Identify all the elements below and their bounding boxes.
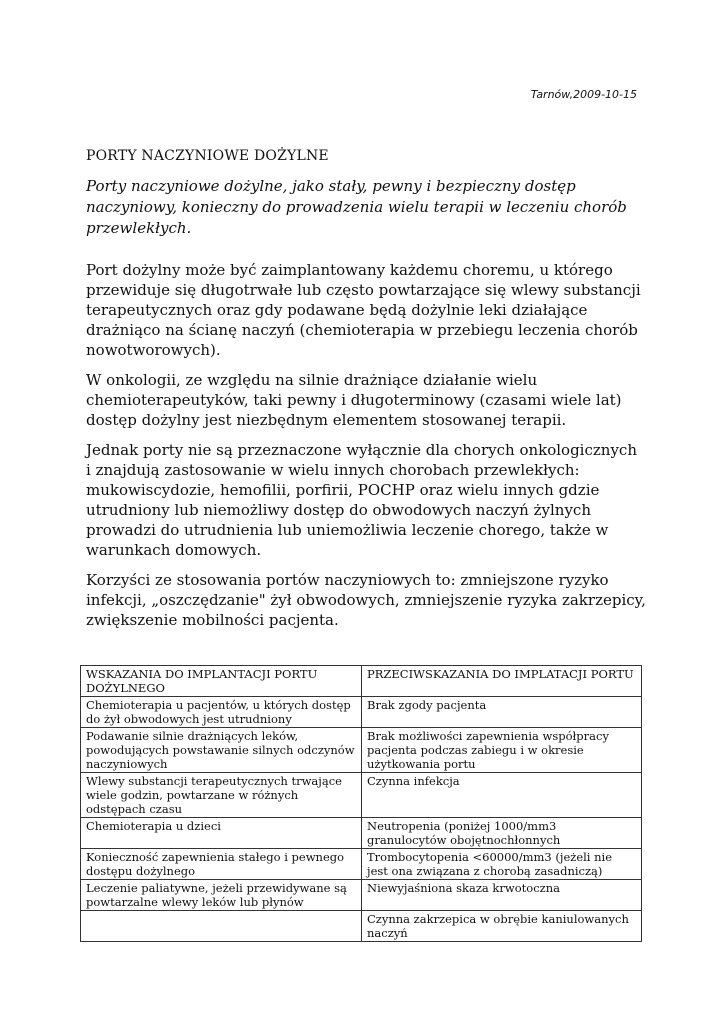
indication-cell: Leczenie paliatywne, jeżeli przewidywane są powtarzalne wlewy leków lub płynów — [81, 880, 362, 911]
document-subtitle: Porty naczyniowe dożylne, jako stały, pewny i bezpieczny dostęp naczyniowy, konieczny do prowadzenia wielu terapii w leczeniu chorób przewlekłych. — [86, 177, 627, 237]
indication-cell: Wlewy substancji terapeutycznych trwające wiele godzin, powtarzane w różnych odstępach czasu — [81, 773, 362, 818]
indication-cell: Konieczność zapewnienia stałego i pewnego dostępu dożylnego — [81, 849, 362, 880]
table-row — [81, 773, 642, 818]
indication-cell: Chemioterapia u dzieci — [81, 818, 362, 849]
contraindication-cell: Trombocytopenia <60000/mm3 (jeżeli nie jest ona związana z chorobą zasadniczą) — [362, 849, 642, 880]
contraindication-cell: Niewyjaśniona skaza krwotoczna — [362, 880, 642, 911]
indications-table — [80, 665, 642, 942]
paragraph: W onkologii, ze względu na silnie drażniące działanie wielu chemioterapeutyków, taki pewny i długoterminowy (czasami wiele lat) dostęp dożylny jest niezbędnym elementem stosowanej terapii. — [86, 371, 622, 429]
indication-cell: Podawanie silnie drażniących leków, powodujących powstawanie silnych odczynów naczyniowych — [81, 728, 362, 773]
paragraph: Port dożylny może być zaimplantowany każdemu choremu, u którego przewiduje się długotrwałe lub często powtarzające się wlewy substancji terapeutycznych oraz gdy podawane będą dożylnie leki działające drażniąco na ścianę naczyń (chemioterapia w przebiegu leczenia chorób nowotworowych). — [86, 261, 641, 359]
table-row — [81, 728, 642, 773]
document-title: PORTY NACZYNIOWE DOŻYLNE — [86, 148, 329, 164]
contraindication-cell: Brak zgody pacjenta — [362, 697, 642, 728]
table-row — [81, 911, 642, 942]
indication-cell: Chemioterapia u pacjentów, u których dostęp do żył obwodowych jest utrudniony — [81, 697, 362, 728]
table-row — [81, 697, 642, 728]
table-row — [81, 818, 642, 849]
contraindication-cell: Czynna infekcja — [362, 773, 642, 818]
contraindication-cell: Neutropenia (poniżej 1000/mm3 granulocytów obojętnochłonnych — [362, 818, 642, 849]
contraindication-cell: Czynna zakrzepica w obrębie kaniulowanych naczyń — [362, 911, 642, 942]
body-text — [86, 260, 646, 640]
header-contraindications: PRZECIWSKAZANIA DO IMPLATACJI PORTU — [362, 666, 642, 697]
table-row — [81, 880, 642, 911]
contraindication-cell: Brak możliwości zapewnienia współpracy pacjenta podczas zabiegu i w okresie użytkowania portu — [362, 728, 642, 773]
document-date: Tarnów,2009-10-15 — [530, 88, 637, 101]
table-row — [81, 849, 642, 880]
paragraph: Jednak porty nie są przeznaczone wyłącznie dla chorych onkologicznych i znajdują zastosowanie w wielu innych chorobach przewlekłych: mukowiscydozie, hemofilii, porfirii, POCHP oraz wielu innych gdzie utrudniony lub niemożliwy dostęp do obwodowych naczyń żylnych prowadzi do utrudnienia lub uniemożliwia leczenie chorego, także w warunkach domowych. — [86, 441, 637, 559]
paragraph: Korzyści ze stosowania portów naczyniowych to: zmniejszone ryzyko infekcji, „oszczędzanie" żył obwodowych, zmniejszenie ryzyka zakrzepicy, zwiększenie mobilności pacjenta. — [86, 571, 646, 629]
table-header-row — [81, 666, 642, 697]
indication-cell — [81, 911, 362, 942]
header-indications: WSKAZANIA DO IMPLANTACJI PORTU DOŻYLNEGO — [81, 666, 362, 697]
